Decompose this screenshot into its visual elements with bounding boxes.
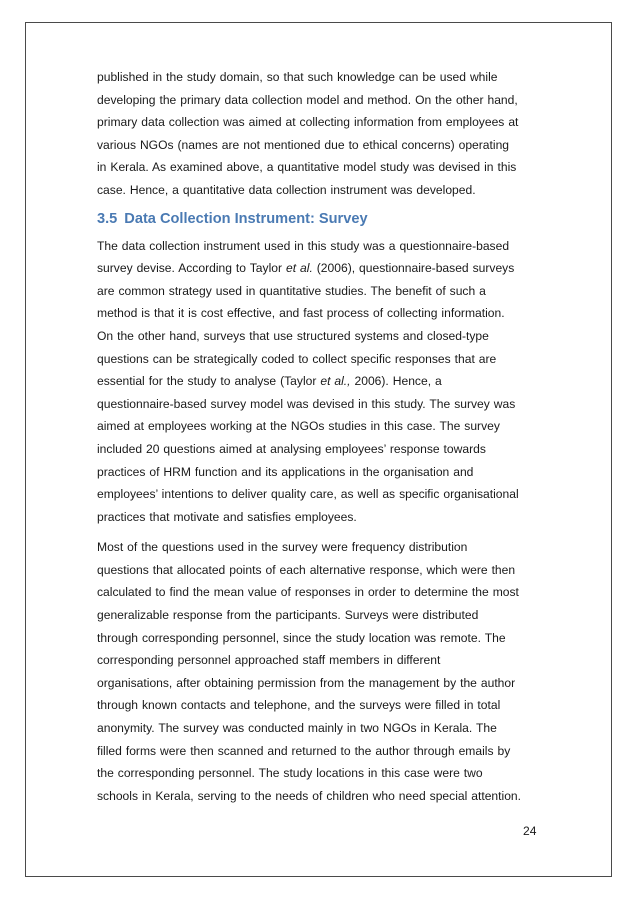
section-title: Data Collection Instrument: Survey [124, 210, 368, 227]
text-line: aimed at employees working at the NGOs studies in this case. The survey [97, 419, 500, 434]
text-line [97, 257, 543, 280]
text-line: the corresponding personnel. The study locations in this case were two [97, 766, 483, 781]
italic-citation: et al., [320, 374, 351, 389]
text-line: through corresponding personnel, since the study location was remote. The [97, 630, 506, 645]
paragraph-survey-method [97, 536, 543, 807]
page-number: 24 [523, 824, 537, 838]
text-line: published in the study domain, so that such knowledge can be used while [97, 70, 498, 84]
text-line: employees’ intentions to deliver quality care, as well as specific organisational [97, 487, 519, 502]
text-line: included 20 questions aimed at analysing employees’ response towards [97, 441, 486, 456]
text-line: The data collection instrument used in this study was a questionnaire-based [97, 238, 510, 253]
text-line: in Kerala. As examined above, a quantitative model study was devised in this [97, 160, 517, 175]
text-line: method is that it is cost effective, and fast process of collecting information. [97, 306, 505, 321]
text-line: primary data collection was aimed at collecting information from employees at [97, 115, 519, 130]
text-segment: essential for the study to analyse (Taylor [97, 374, 321, 389]
text-line: corresponding personnel approached staff members in different [97, 653, 441, 668]
page-content [97, 66, 543, 807]
text-line: case. Hence, a quantitative data collection instrument was developed. [97, 182, 476, 197]
text-line: organisations, after obtaining permission from the management by the author [97, 675, 516, 690]
text-line: anonymity. The survey was conducted mainly in two NGOs in Kerala. The [97, 721, 497, 736]
text-segment: (2006), questionnaire-based surveys [312, 261, 515, 276]
text-line: are common strategy used in quantitative studies. The benefit of such a [97, 283, 486, 298]
text-line: practices that motivate and satisfies employees. [97, 509, 357, 524]
section-heading [97, 208, 543, 230]
text-line: developing the primary data collection model and method. On the other hand, [97, 92, 518, 107]
section-number: 3.5 [97, 210, 118, 227]
text-line: questions can be strategically coded to collect specific responses that are [97, 351, 497, 366]
paragraph-intro [97, 66, 543, 202]
text-line: generalizable response from the participants. Surveys were distributed [97, 608, 479, 623]
paragraph-instrument [97, 235, 543, 529]
paragraph-spacer [97, 528, 543, 536]
text-line: questionnaire-based survey model was devised in this study. The survey was [97, 396, 516, 411]
text-line: calculated to find the mean value of responses in order to determine the most [97, 585, 519, 600]
text-line: filled forms were then scanned and returned to the author through emails by [97, 743, 511, 758]
text-line: schools in Kerala, serving to the needs of children who need special attention. [97, 788, 522, 803]
text-line: various NGOs (names are not mentioned due to ethical concerns) operating [97, 137, 510, 152]
text-segment: survey devise. According to Taylor [97, 261, 286, 276]
text-line: questions that allocated points of each alternative response, which were then [97, 562, 516, 577]
italic-citation: et al. [285, 261, 313, 276]
text-line: practices of HRM function and its applications in the organisation and [97, 464, 474, 479]
text-segment: 2006). Hence, a [350, 374, 442, 389]
text-line: through known contacts and telephone, and the surveys were filled in total [97, 698, 501, 713]
text-line [97, 370, 543, 393]
text-line: On the other hand, surveys that use structured systems and closed-type [97, 328, 489, 343]
text-line: Most of the questions used in the survey were frequency distribution [97, 540, 468, 555]
